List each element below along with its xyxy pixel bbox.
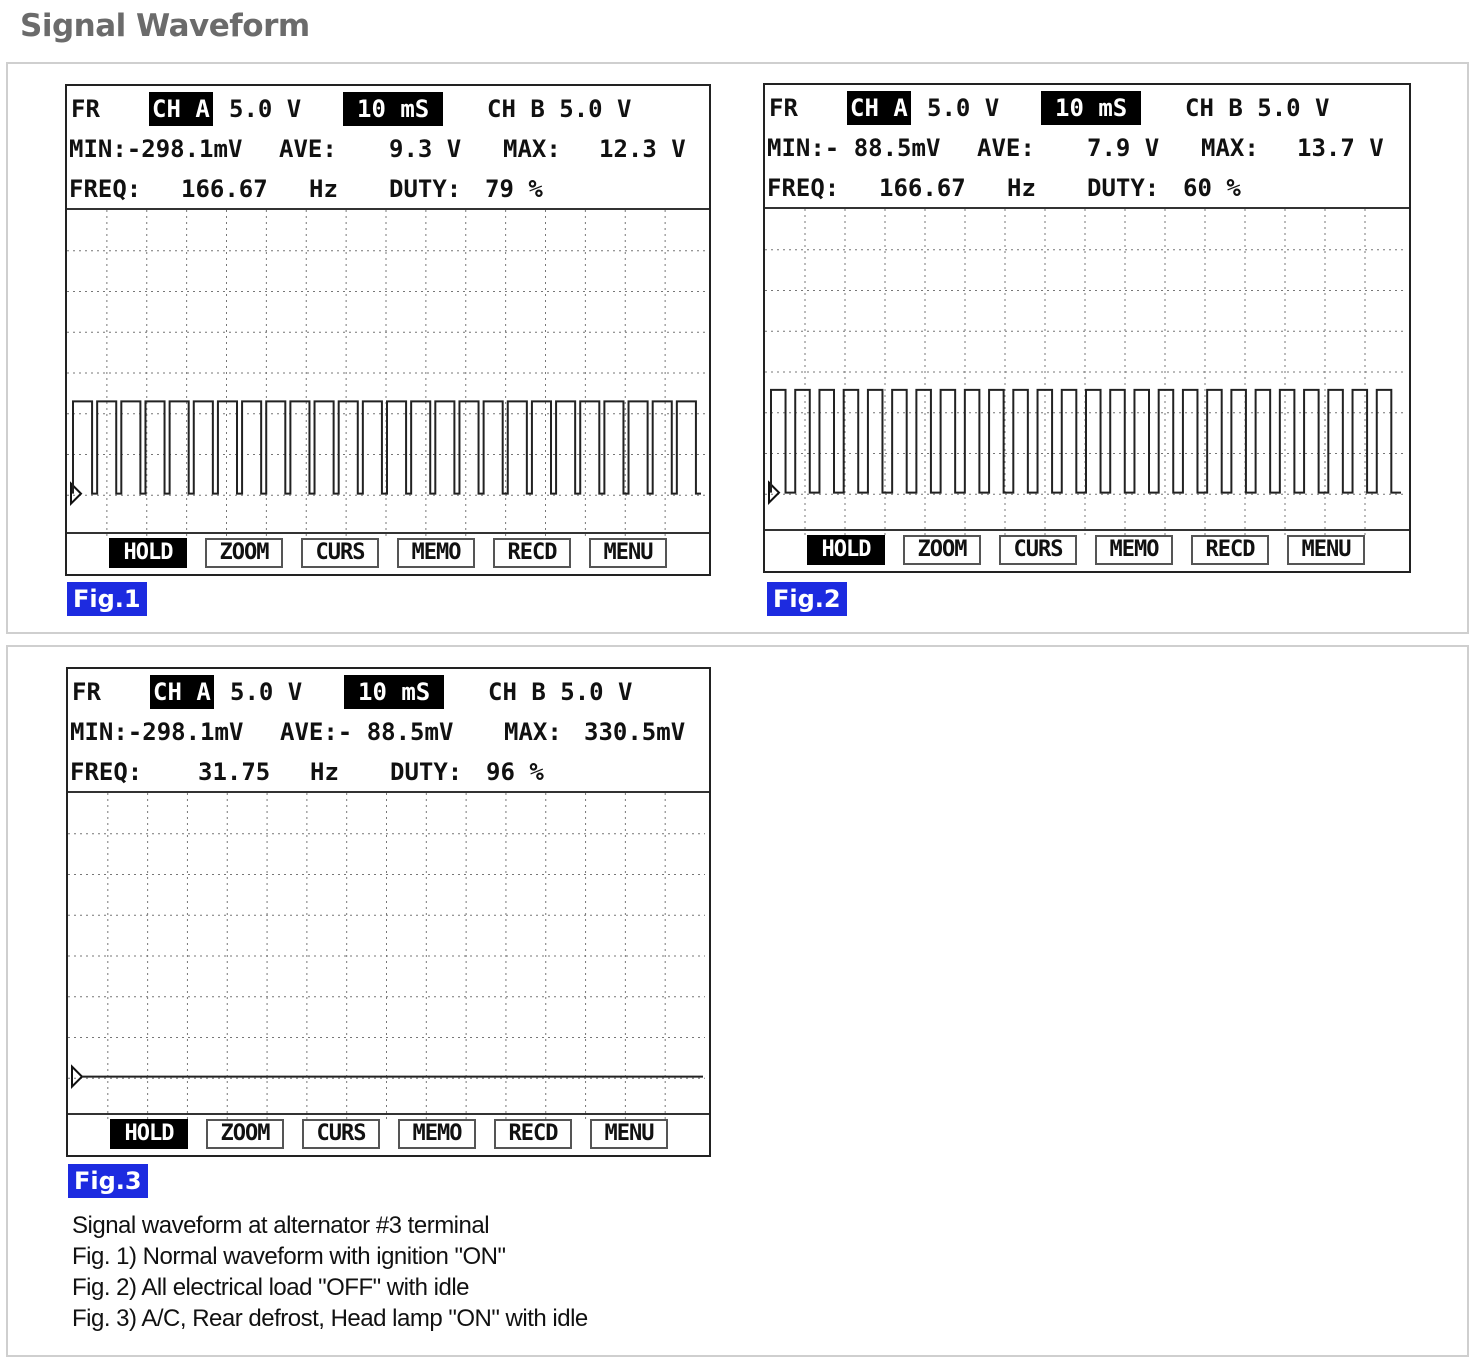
max-value: 12.3 V [599,135,686,163]
waveform-plot [765,209,1405,535]
waveform-plot [68,793,705,1119]
freq-value: 166.67 [181,175,268,203]
duty-value: 96 % [486,758,544,786]
zoom-button[interactable]: ZOOM [903,535,981,565]
curs-button[interactable]: CURS [302,1119,380,1149]
menu-button[interactable]: MENU [590,1119,668,1149]
freq-unit: Hz [1007,174,1036,202]
channel-a-scale: 5.0 V [927,94,1000,122]
recd-button[interactable]: RECD [494,1119,572,1149]
scope-graticule [68,793,709,1119]
scope-button-bar [68,1113,709,1155]
scope-graticule [765,209,1409,535]
channel-b-scale: CH B 5.0 V [487,95,632,123]
caption-line: Fig. 1) Normal waveform with ignition "ON" [72,1243,506,1270]
caption-line: Fig. 2) All electrical load "OFF" with idle [72,1274,470,1301]
channel-a-trace [73,401,701,493]
menu-button[interactable]: MENU [1287,535,1365,565]
caption [72,1210,588,1334]
readout-line-1 [70,675,707,709]
scope-readout [765,85,1409,209]
waveform-plot [67,210,705,536]
max-value: 330.5mV [584,718,686,746]
duty-label: DUTY: [1087,174,1160,202]
ave-value: 9.3 V [389,135,462,163]
readout-line-2 [767,131,1407,165]
freq-unit: Hz [309,175,338,203]
caption-line: Fig. 3) A/C, Rear defrost, Head lamp "ON" with idle [72,1305,588,1332]
scope-button-bar [765,529,1409,571]
duty-value: 60 % [1183,174,1241,202]
curs-button[interactable]: CURS [999,535,1077,565]
readout-line-2 [69,132,707,166]
channel-a-tag: CH A [149,92,213,126]
oscilloscope-screen-fig3 [66,667,711,1157]
time-base: 10 mS [1041,91,1141,125]
channel-a-scale: 5.0 V [229,95,302,123]
freq-label: FREQ: [69,175,142,203]
hold-button[interactable]: HOLD [110,1119,188,1149]
channel-a-trace [771,390,1401,493]
hold-button[interactable]: HOLD [807,535,885,565]
duty-label: DUTY: [389,175,462,203]
curs-button[interactable]: CURS [301,538,379,568]
frame-mode: FR [769,94,798,122]
duty-label: DUTY: [390,758,463,786]
time-base: 10 mS [343,92,443,126]
frame-mode: FR [71,95,100,123]
ground-marker-icon [72,1067,82,1087]
memo-button[interactable]: MEMO [398,1119,476,1149]
ave-value: 7.9 V [1087,134,1160,162]
freq-value: 166.67 [879,174,966,202]
recd-button[interactable]: RECD [493,538,571,568]
ave-label: AVE:- 88.5mV [280,718,454,746]
readout-line-3 [767,171,1407,205]
readout-line-3 [70,755,707,789]
zoom-button[interactable]: ZOOM [205,538,283,568]
readout-line-3 [69,172,707,206]
memo-button[interactable]: MEMO [1095,535,1173,565]
oscilloscope-screen-fig1 [65,84,711,576]
readout-line-1 [767,91,1407,125]
time-base: 10 mS [344,675,444,709]
channel-b-scale: CH B 5.0 V [488,678,633,706]
zoom-button[interactable]: ZOOM [206,1119,284,1149]
oscilloscope-screen-fig2 [763,83,1411,573]
caption-line: Signal waveform at alternator #3 terminal [72,1212,490,1239]
hold-button[interactable]: HOLD [109,538,187,568]
readout-line-2 [70,715,707,749]
max-label: MAX: [503,135,561,163]
min-value: MIN:-298.1mV [70,718,244,746]
max-label: MAX: [1201,134,1259,162]
duty-value: 79 % [485,175,543,203]
ave-label: AVE: [977,134,1035,162]
scope-readout [67,86,709,210]
max-label: MAX: [504,718,562,746]
frame-mode: FR [72,678,101,706]
freq-value: 31.75 [198,758,271,786]
scope-graticule [67,210,709,536]
menu-button[interactable]: MENU [589,538,667,568]
page-title: Signal Waveform [20,8,310,44]
scope-readout [68,669,709,793]
memo-button[interactable]: MEMO [397,538,475,568]
channel-a-tag: CH A [150,675,214,709]
ave-label: AVE: [279,135,337,163]
fig2-label: Fig.2 [767,582,847,616]
fig1-label: Fig.1 [67,582,147,616]
fig3-label: Fig.3 [68,1164,148,1198]
min-value: MIN:- 88.5mV [767,134,941,162]
recd-button[interactable]: RECD [1191,535,1269,565]
min-value: MIN:-298.1mV [69,135,243,163]
readout-line-1 [69,92,707,126]
freq-unit: Hz [310,758,339,786]
channel-a-tag: CH A [847,91,911,125]
freq-label: FREQ: [70,758,143,786]
channel-a-scale: 5.0 V [230,678,303,706]
max-value: 13.7 V [1297,134,1384,162]
channel-b-scale: CH B 5.0 V [1185,94,1330,122]
scope-button-bar [67,532,709,574]
freq-label: FREQ: [767,174,840,202]
